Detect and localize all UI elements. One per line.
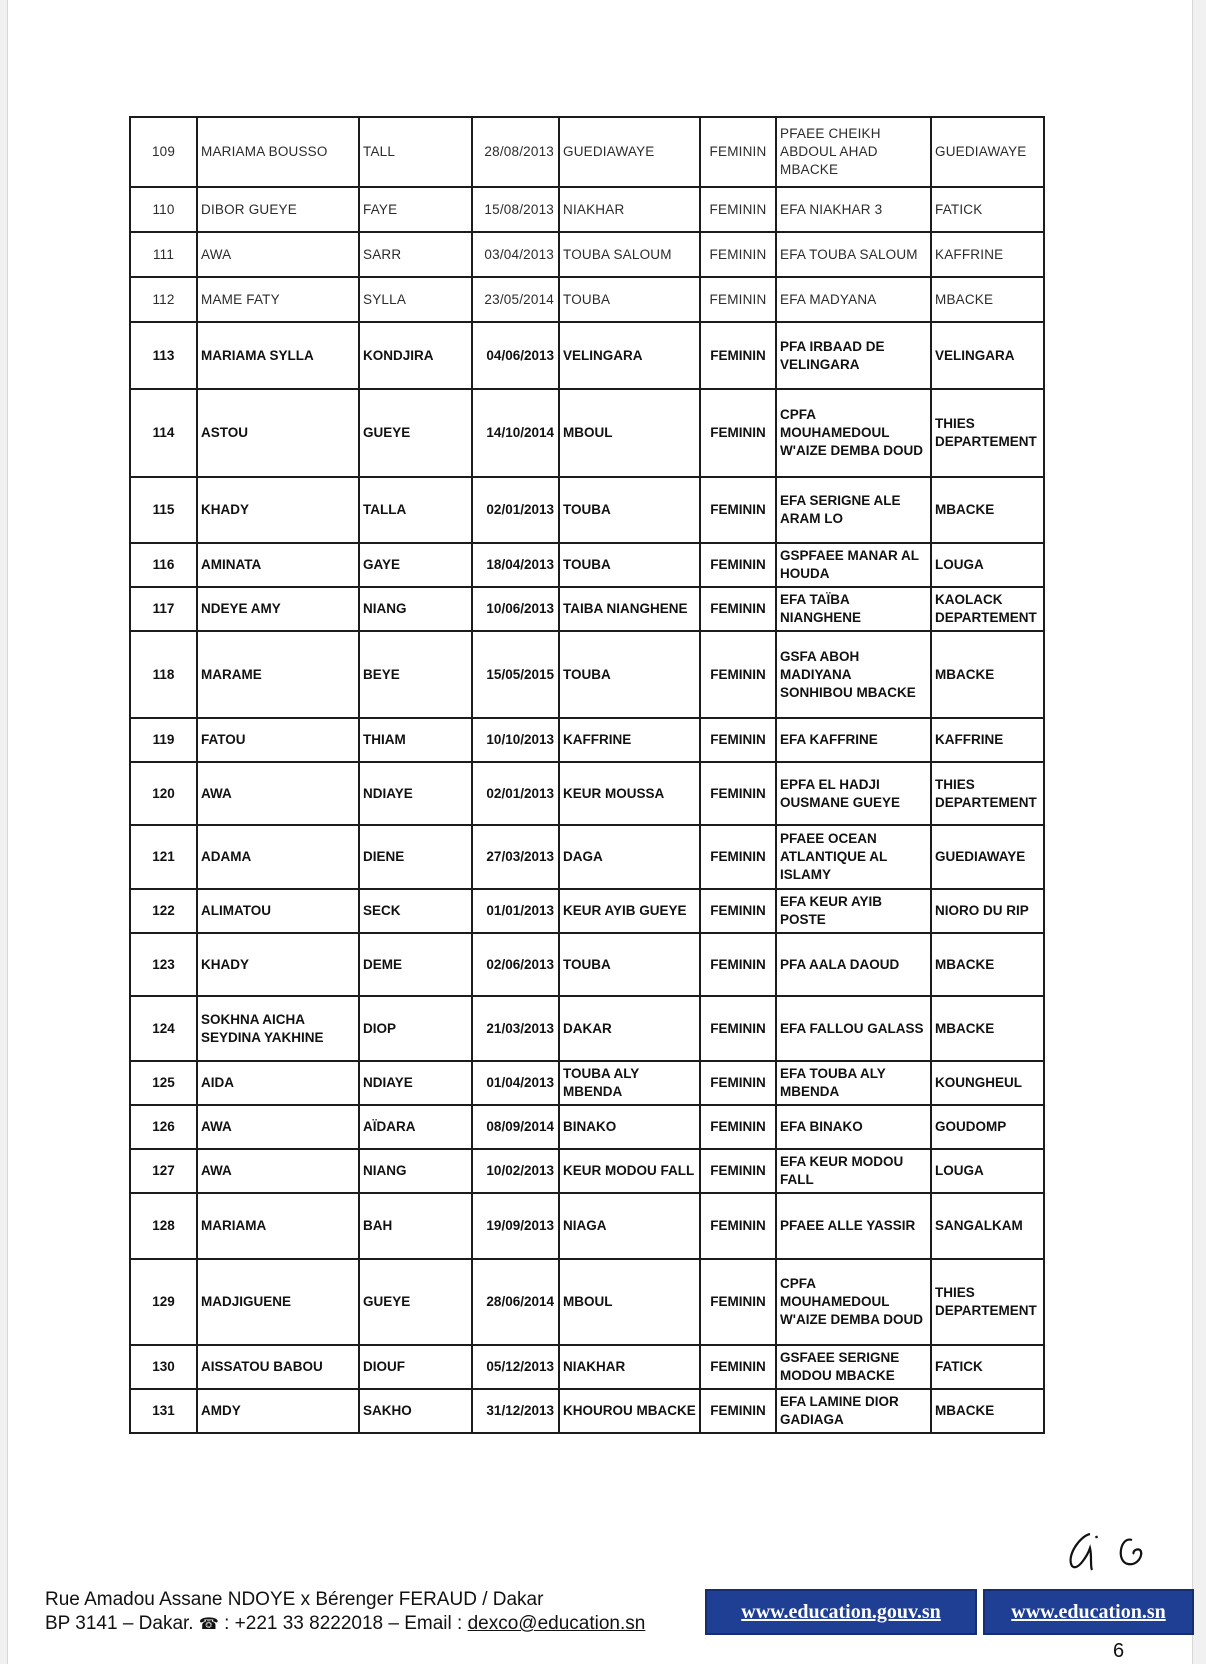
table-row bbox=[130, 389, 1044, 477]
row-number: 111 bbox=[130, 232, 197, 277]
row-number: 127 bbox=[130, 1149, 197, 1193]
gender: FEMININ bbox=[700, 1061, 776, 1105]
birth-place: KEUR AYIB GUEYE bbox=[559, 889, 700, 933]
birth-date: 08/09/2014 bbox=[472, 1105, 559, 1149]
table-row bbox=[130, 1105, 1044, 1149]
department: KAFFRINE bbox=[931, 232, 1044, 277]
school: GSFA ABOH MADIYANA SONHIBOU MBACKE bbox=[776, 631, 931, 718]
department: MBACKE bbox=[931, 933, 1044, 996]
birth-date: 05/12/2013 bbox=[472, 1345, 559, 1389]
last-name: TALL bbox=[359, 117, 472, 187]
last-name: BEYE bbox=[359, 631, 472, 718]
birth-place: NIAKHAR bbox=[559, 1345, 700, 1389]
first-name: ALIMATOU bbox=[197, 889, 359, 933]
table-row bbox=[130, 889, 1044, 933]
gender: FEMININ bbox=[700, 187, 776, 232]
school: PFAEE OCEAN ATLANTIQUE AL ISLAMY bbox=[776, 825, 931, 889]
first-name: ADAMA bbox=[197, 825, 359, 889]
birth-date: 27/03/2013 bbox=[472, 825, 559, 889]
school: PFA IRBAAD DE VELINGARA bbox=[776, 322, 931, 389]
row-number: 128 bbox=[130, 1193, 197, 1259]
department: FATICK bbox=[931, 1345, 1044, 1389]
school: PFAEE ALLE YASSIR bbox=[776, 1193, 931, 1259]
row-number: 119 bbox=[130, 718, 197, 762]
first-name: AMDY bbox=[197, 1389, 359, 1433]
last-name: SECK bbox=[359, 889, 472, 933]
gender: FEMININ bbox=[700, 889, 776, 933]
birth-date: 03/04/2013 bbox=[472, 232, 559, 277]
department: GUEDIAWAYE bbox=[931, 825, 1044, 889]
last-name: SYLLA bbox=[359, 277, 472, 322]
department: LOUGA bbox=[931, 543, 1044, 587]
gender: FEMININ bbox=[700, 762, 776, 825]
gender: FEMININ bbox=[700, 587, 776, 631]
birth-date: 01/04/2013 bbox=[472, 1061, 559, 1105]
last-name: THIAM bbox=[359, 718, 472, 762]
birth-date: 01/01/2013 bbox=[472, 889, 559, 933]
table-row bbox=[130, 996, 1044, 1061]
table-row bbox=[130, 1259, 1044, 1345]
table-row bbox=[130, 631, 1044, 718]
gender: FEMININ bbox=[700, 1193, 776, 1259]
birth-place: KEUR MODOU FALL bbox=[559, 1149, 700, 1193]
birth-date: 10/02/2013 bbox=[472, 1149, 559, 1193]
first-name: AMINATA bbox=[197, 543, 359, 587]
school: PFA AALA DAOUD bbox=[776, 933, 931, 996]
phone-icon: ☎ bbox=[198, 1614, 219, 1633]
row-number: 115 bbox=[130, 477, 197, 543]
gender: FEMININ bbox=[700, 1259, 776, 1345]
school: EFA LAMINE DIOR GADIAGA bbox=[776, 1389, 931, 1433]
first-name: FATOU bbox=[197, 718, 359, 762]
school: EPFA EL HADJI OUSMANE GUEYE bbox=[776, 762, 931, 825]
row-number: 110 bbox=[130, 187, 197, 232]
gender: FEMININ bbox=[700, 1149, 776, 1193]
department: VELINGARA bbox=[931, 322, 1044, 389]
gender: FEMININ bbox=[700, 933, 776, 996]
birth-date: 02/06/2013 bbox=[472, 933, 559, 996]
table-row bbox=[130, 933, 1044, 996]
first-name: ASTOU bbox=[197, 389, 359, 477]
row-number: 112 bbox=[130, 277, 197, 322]
birth-date: 19/09/2013 bbox=[472, 1193, 559, 1259]
last-name: GUEYE bbox=[359, 389, 472, 477]
gender: FEMININ bbox=[700, 477, 776, 543]
school: EFA KEUR AYIB POSTE bbox=[776, 889, 931, 933]
department: GUEDIAWAYE bbox=[931, 117, 1044, 187]
birth-place: VELINGARA bbox=[559, 322, 700, 389]
first-name: MAME FATY bbox=[197, 277, 359, 322]
row-number: 118 bbox=[130, 631, 197, 718]
first-name: AWA bbox=[197, 1149, 359, 1193]
address-line-1: Rue Amadou Assane NDOYE x Bérenger FERAUD / Dakar bbox=[45, 1589, 544, 1610]
school: GSPFAEE MANAR AL HOUDA bbox=[776, 543, 931, 587]
school: EFA KEUR MODOU FALL bbox=[776, 1149, 931, 1193]
po-box: BP 3141 – Dakar. bbox=[45, 1613, 194, 1634]
row-number: 113 bbox=[130, 322, 197, 389]
school: EFA FALLOU GALASS bbox=[776, 996, 931, 1061]
first-name: MARIAMA BOUSSO bbox=[197, 117, 359, 187]
birth-place: TOUBA SALOUM bbox=[559, 232, 700, 277]
row-number: 122 bbox=[130, 889, 197, 933]
table-row bbox=[130, 1149, 1044, 1193]
gender: FEMININ bbox=[700, 631, 776, 718]
birth-place: MBOUL bbox=[559, 389, 700, 477]
department: THIES DEPARTEMENT bbox=[931, 389, 1044, 477]
birth-place: KEUR MOUSSA bbox=[559, 762, 700, 825]
birth-place: TOUBA ALY MBENDA bbox=[559, 1061, 700, 1105]
birth-place: GUEDIAWAYE bbox=[559, 117, 700, 187]
last-name: GUEYE bbox=[359, 1259, 472, 1345]
birth-date: 15/08/2013 bbox=[472, 187, 559, 232]
signature-initials bbox=[1060, 1526, 1170, 1576]
birth-place: KHOUROU MBACKE bbox=[559, 1389, 700, 1433]
last-name: AÏDARA bbox=[359, 1105, 472, 1149]
last-name: FAYE bbox=[359, 187, 472, 232]
school: EFA TAÏBA NIANGHENE bbox=[776, 587, 931, 631]
table-row bbox=[130, 1345, 1044, 1389]
first-name: MARAME bbox=[197, 631, 359, 718]
birth-date: 02/01/2013 bbox=[472, 762, 559, 825]
gender: FEMININ bbox=[700, 1389, 776, 1433]
department: MBACKE bbox=[931, 277, 1044, 322]
last-name: DIOUF bbox=[359, 1345, 472, 1389]
birth-place: NIAGA bbox=[559, 1193, 700, 1259]
birth-date: 23/05/2014 bbox=[472, 277, 559, 322]
school: EFA TOUBA SALOUM bbox=[776, 232, 931, 277]
table-row bbox=[130, 477, 1044, 543]
school: EFA MADYANA bbox=[776, 277, 931, 322]
department: KOUNGHEUL bbox=[931, 1061, 1044, 1105]
gender: FEMININ bbox=[700, 825, 776, 889]
gender: FEMININ bbox=[700, 277, 776, 322]
row-number: 129 bbox=[130, 1259, 197, 1345]
table-row bbox=[130, 718, 1044, 762]
last-name: TALLA bbox=[359, 477, 472, 543]
last-name: DIOP bbox=[359, 996, 472, 1061]
department: THIES DEPARTEMENT bbox=[931, 1259, 1044, 1345]
school: EFA TOUBA ALY MBENDA bbox=[776, 1061, 931, 1105]
first-name: KHADY bbox=[197, 933, 359, 996]
first-name: AWA bbox=[197, 232, 359, 277]
department: MBACKE bbox=[931, 631, 1044, 718]
last-name: DIENE bbox=[359, 825, 472, 889]
footer-address bbox=[45, 1588, 645, 1636]
department: KAOLACK DEPARTEMENT bbox=[931, 587, 1044, 631]
birth-date: 04/06/2013 bbox=[472, 322, 559, 389]
address-line-2 bbox=[45, 1612, 645, 1636]
first-name: SOKHNA AICHA SEYDINA YAKHINE bbox=[197, 996, 359, 1061]
table-row bbox=[130, 232, 1044, 277]
website-gouv-link[interactable]: www.education.gouv.sn bbox=[705, 1589, 977, 1635]
first-name: DIBOR GUEYE bbox=[197, 187, 359, 232]
first-name: KHADY bbox=[197, 477, 359, 543]
row-number: 124 bbox=[130, 996, 197, 1061]
last-name: NIANG bbox=[359, 587, 472, 631]
document-page bbox=[8, 0, 1192, 1664]
table-row bbox=[130, 1061, 1044, 1105]
row-number: 114 bbox=[130, 389, 197, 477]
last-name: SARR bbox=[359, 232, 472, 277]
last-name: DEME bbox=[359, 933, 472, 996]
row-number: 116 bbox=[130, 543, 197, 587]
birth-place: TAIBA NIANGHENE bbox=[559, 587, 700, 631]
last-name: GAYE bbox=[359, 543, 472, 587]
department: FATICK bbox=[931, 187, 1044, 232]
gender: FEMININ bbox=[700, 322, 776, 389]
table-row bbox=[130, 1389, 1044, 1433]
gender: FEMININ bbox=[700, 543, 776, 587]
table-row bbox=[130, 187, 1044, 232]
birth-date: 21/03/2013 bbox=[472, 996, 559, 1061]
row-number: 130 bbox=[130, 1345, 197, 1389]
students-table-body bbox=[130, 117, 1044, 1433]
birth-date: 28/08/2013 bbox=[472, 117, 559, 187]
department: MBACKE bbox=[931, 1389, 1044, 1433]
first-name: AISSATOU BABOU bbox=[197, 1345, 359, 1389]
table-row bbox=[130, 543, 1044, 587]
last-name: KONDJIRA bbox=[359, 322, 472, 389]
birth-date: 18/04/2013 bbox=[472, 543, 559, 587]
table-row bbox=[130, 322, 1044, 389]
email-link[interactable]: dexco@education.sn bbox=[467, 1613, 646, 1634]
first-name: MADJIGUENE bbox=[197, 1259, 359, 1345]
school: CPFA MOUHAMEDOUL W'AIZE DEMBA DOUD bbox=[776, 389, 931, 477]
row-number: 120 bbox=[130, 762, 197, 825]
school: EFA BINAKO bbox=[776, 1105, 931, 1149]
department: GOUDOMP bbox=[931, 1105, 1044, 1149]
birth-place: TOUBA bbox=[559, 933, 700, 996]
birth-place: TOUBA bbox=[559, 477, 700, 543]
birth-date: 28/06/2014 bbox=[472, 1259, 559, 1345]
birth-date: 02/01/2013 bbox=[472, 477, 559, 543]
department: THIES DEPARTEMENT bbox=[931, 762, 1044, 825]
last-name: NDIAYE bbox=[359, 1061, 472, 1105]
row-number: 121 bbox=[130, 825, 197, 889]
department: SANGALKAM bbox=[931, 1193, 1044, 1259]
row-number: 117 bbox=[130, 587, 197, 631]
phone-number: : +221 33 8222018 – Email : bbox=[224, 1613, 463, 1634]
first-name: AWA bbox=[197, 762, 359, 825]
first-name: MARIAMA SYLLA bbox=[197, 322, 359, 389]
school: EFA NIAKHAR 3 bbox=[776, 187, 931, 232]
table-row bbox=[130, 1193, 1044, 1259]
website-link[interactable]: www.education.sn bbox=[983, 1589, 1194, 1635]
birth-date: 31/12/2013 bbox=[472, 1389, 559, 1433]
row-number: 109 bbox=[130, 117, 197, 187]
table-row bbox=[130, 117, 1044, 187]
school: EFA KAFFRINE bbox=[776, 718, 931, 762]
row-number: 131 bbox=[130, 1389, 197, 1433]
gender: FEMININ bbox=[700, 1345, 776, 1389]
birth-date: 15/05/2015 bbox=[472, 631, 559, 718]
first-name: MARIAMA bbox=[197, 1193, 359, 1259]
table-row bbox=[130, 825, 1044, 889]
birth-date: 10/06/2013 bbox=[472, 587, 559, 631]
birth-date: 10/10/2013 bbox=[472, 718, 559, 762]
department: MBACKE bbox=[931, 996, 1044, 1061]
students-table bbox=[129, 116, 1045, 1434]
birth-place: TOUBA bbox=[559, 277, 700, 322]
birth-place: KAFFRINE bbox=[559, 718, 700, 762]
first-name: AWA bbox=[197, 1105, 359, 1149]
last-name: SAKHO bbox=[359, 1389, 472, 1433]
gender: FEMININ bbox=[700, 389, 776, 477]
row-number: 123 bbox=[130, 933, 197, 996]
page-number: 6 bbox=[1113, 1640, 1125, 1662]
department: KAFFRINE bbox=[931, 718, 1044, 762]
school: PFAEE CHEIKH ABDOUL AHAD MBACKE bbox=[776, 117, 931, 187]
department: LOUGA bbox=[931, 1149, 1044, 1193]
birth-place: BINAKO bbox=[559, 1105, 700, 1149]
table-row bbox=[130, 762, 1044, 825]
table-row bbox=[130, 587, 1044, 631]
first-name: NDEYE AMY bbox=[197, 587, 359, 631]
table-row bbox=[130, 277, 1044, 322]
school: CPFA MOUHAMEDOUL W'AIZE DEMBA DOUD bbox=[776, 1259, 931, 1345]
gender: FEMININ bbox=[700, 996, 776, 1061]
birth-place: DAGA bbox=[559, 825, 700, 889]
birth-place: DAKAR bbox=[559, 996, 700, 1061]
birth-place: TOUBA bbox=[559, 543, 700, 587]
last-name: NIANG bbox=[359, 1149, 472, 1193]
gender: FEMININ bbox=[700, 232, 776, 277]
first-name: AIDA bbox=[197, 1061, 359, 1105]
last-name: BAH bbox=[359, 1193, 472, 1259]
last-name: NDIAYE bbox=[359, 762, 472, 825]
gender: FEMININ bbox=[700, 117, 776, 187]
row-number: 125 bbox=[130, 1061, 197, 1105]
gender: FEMININ bbox=[700, 718, 776, 762]
department: NIORO DU RIP bbox=[931, 889, 1044, 933]
school: EFA SERIGNE ALE ARAM LO bbox=[776, 477, 931, 543]
birth-place: NIAKHAR bbox=[559, 187, 700, 232]
birth-place: MBOUL bbox=[559, 1259, 700, 1345]
gender: FEMININ bbox=[700, 1105, 776, 1149]
birth-place: TOUBA bbox=[559, 631, 700, 718]
birth-date: 14/10/2014 bbox=[472, 389, 559, 477]
row-number: 126 bbox=[130, 1105, 197, 1149]
school: GSFAEE SERIGNE MODOU MBACKE bbox=[776, 1345, 931, 1389]
department: MBACKE bbox=[931, 477, 1044, 543]
